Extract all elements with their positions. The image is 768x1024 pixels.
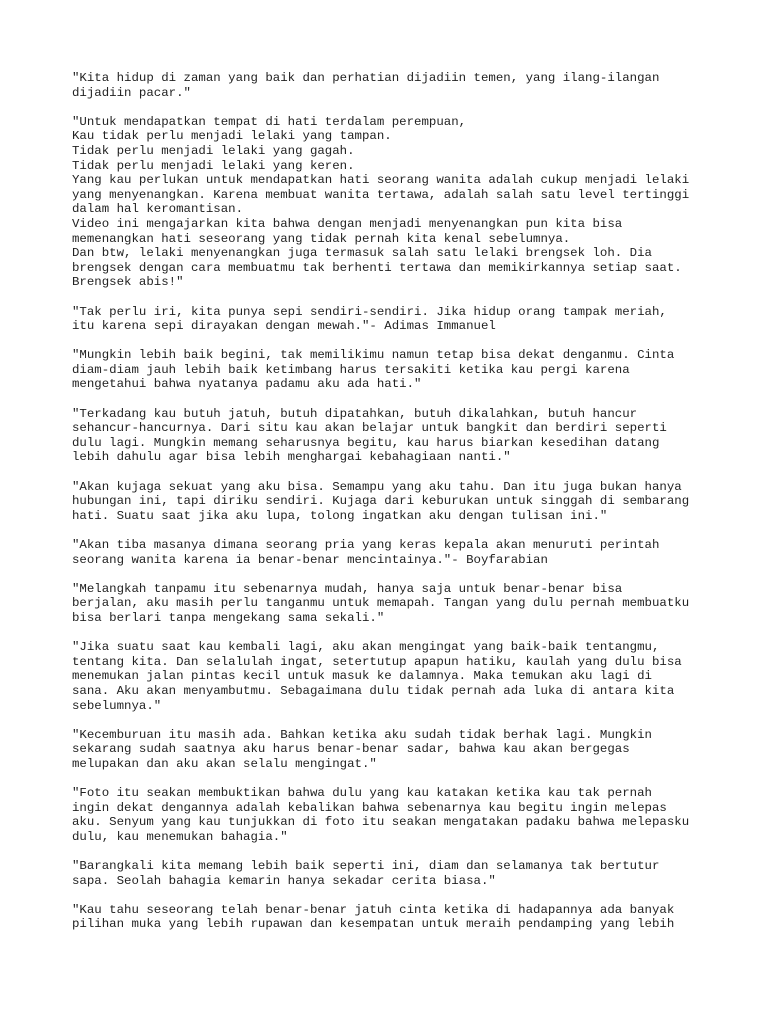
text-line: sehancur-hancurnya. Dari situ kau akan belajar untuk bangkit dan berdiri seperti bbox=[72, 421, 667, 436]
text-line: berjalan, aku masih perlu tanganmu untuk memapah. Tangan yang dulu pernah membuatku bbox=[72, 596, 690, 611]
text-line: dulu lagi. Mungkin memang seharusnya begitu, kau harus biarkan kesedihan datang bbox=[72, 435, 660, 450]
text-line: sekarang sudah saatnya aku harus benar-benar sadar, bahwa kau akan bergegas bbox=[72, 742, 630, 757]
text-line: mengetahui bahwa nyatanya padamu aku ada hati." bbox=[72, 377, 422, 392]
text-line: itu karena sepi dirayakan dengan mewah."- Adimas Immanuel bbox=[72, 319, 496, 334]
text-line: "Tak perlu iri, kita punya sepi sendiri-sendiri. Jika hidup orang tampak meriah, bbox=[72, 304, 667, 319]
text-line: Dan btw, lelaki menyenangkan juga termasuk salah satu lelaki brengsek loh. Dia bbox=[72, 246, 652, 261]
text-line: "Barangkali kita memang lebih baik seperti ini, diam dan selamanya tak bertutur bbox=[72, 859, 660, 874]
text-line: "Terkadang kau butuh jatuh, butuh dipatahkan, butuh dikalahkan, butuh hancur bbox=[72, 406, 638, 421]
text-line: "Melangkah tanpamu itu sebenarnya mudah, hanya saja untuk benar-benar bisa bbox=[72, 581, 623, 596]
text-line: ingin dekat dengannya adalah kebalikan bahwa sebenarnya kau begitu ingin melepas bbox=[72, 800, 667, 815]
text-line: "Akan kujaga sekuat yang aku bisa. Semampu yang aku tahu. Dan itu juga bukan hanya bbox=[72, 479, 682, 494]
text-line: diam-diam jauh lebih baik ketimbang harus tersakiti ketika kau pergi karena bbox=[72, 362, 630, 377]
document-body bbox=[72, 71, 712, 932]
paragraph bbox=[72, 582, 712, 626]
text-line: sana. Aku akan menyambutmu. Sebagaimana dulu tidak pernah ada luka di antara kita bbox=[72, 683, 675, 698]
text-line: "Kita hidup di zaman yang baik dan perhatian dijadiin temen, yang ilang-ilangan bbox=[72, 71, 660, 85]
text-line: melupakan dan aku akan selalu mengingat." bbox=[72, 756, 377, 771]
text-line: lebih dahulu agar bisa lebih menghargai kebahagiaan nanti." bbox=[72, 450, 511, 465]
text-line: seorang wanita karena ia benar-benar mencintainya."- Boyfarabian bbox=[72, 552, 548, 567]
text-line: "Mungkin lebih baik begini, tak memilikimu namun tetap bisa dekat denganmu. Cinta bbox=[72, 348, 675, 363]
text-line: "Akan tiba masanya dimana seorang pria yang keras kepala akan menuruti perintah bbox=[72, 538, 660, 552]
text-line: brengsek dengan cara membuatmu tak berhenti tertawa dan memikirkannya setiap saat. bbox=[72, 260, 682, 275]
text-line: Tidak perlu menjadi lelaki yang gagah. bbox=[72, 143, 355, 158]
paragraph bbox=[72, 115, 712, 290]
paragraph bbox=[72, 786, 712, 844]
text-line: sebelumnya." bbox=[72, 698, 162, 713]
text-line: "Untuk mendapatkan tempat di hati terdalam perempuan, bbox=[72, 114, 467, 129]
text-line: "Jika suatu saat kau kembali lagi, aku akan mengingat yang baik-baik tentangmu, bbox=[72, 640, 660, 655]
text-line: yang menyenangkan. Karena membuat wanita tertawa, adalah salah satu level tertinggi bbox=[72, 187, 690, 202]
text-line: memenangkan hati seseorang yang tidak pernah kita kenal sebelumnya. bbox=[72, 231, 571, 246]
text-line: hubungan ini, tapi diriku sendiri. Kujaga dari keburukan untuk singgah di sembarang bbox=[72, 494, 690, 509]
text-line: dulu, kau menemukan bahagia." bbox=[72, 829, 288, 844]
paragraph bbox=[72, 538, 712, 567]
paragraph bbox=[72, 348, 712, 392]
text-line: Tidak perlu menjadi lelaki yang keren. bbox=[72, 158, 355, 173]
text-line: dijadiin pacar." bbox=[72, 85, 191, 100]
text-line: hati. Suatu saat jika aku lupa, tolong ingatkan aku dengan tulisan ini." bbox=[72, 508, 608, 523]
text-line: "Foto itu seakan membuktikan bahwa dulu yang kau katakan ketika kau tak pernah bbox=[72, 786, 652, 801]
text-line: Yang kau perlukan untuk mendapatkan hati seorang wanita adalah cukup menjadi lelaki bbox=[72, 173, 690, 188]
text-line: "Kecemburuan itu masih ada. Bahkan ketika aku sudah tidak berhak lagi. Mungkin bbox=[72, 727, 652, 742]
paragraph bbox=[72, 859, 712, 888]
paragraph bbox=[72, 728, 712, 772]
text-line: pilihan muka yang lebih rupawan dan kesempatan untuk meraih pendamping yang lebih bbox=[72, 917, 675, 932]
text-line: bisa berlari tanpa mengekang sama sekali." bbox=[72, 610, 385, 625]
paragraph bbox=[72, 71, 712, 100]
paragraph bbox=[72, 407, 712, 465]
paragraph bbox=[72, 305, 712, 334]
paragraph bbox=[72, 480, 712, 524]
document-page bbox=[72, 71, 712, 947]
text-line: Video ini mengajarkan kita bahwa dengan menjadi menyenangkan pun kita bisa bbox=[72, 216, 623, 231]
paragraph bbox=[72, 903, 712, 932]
text-line: "Kau tahu seseorang telah benar-benar jatuh cinta ketika di hadapannya ada banyak bbox=[72, 902, 675, 917]
text-line: menemukan jalan pintas kecil untuk masuk ke dalamnya. Maka temukan aku lagi di bbox=[72, 669, 652, 684]
text-line: tentang kita. Dan selalulah ingat, setertutup apapun hatiku, kaulah yang dulu bisa bbox=[72, 654, 682, 669]
text-line: sapa. Seolah bahagia kemarin hanya sekadar cerita biasa." bbox=[72, 873, 496, 888]
text-line: Brengsek abis!" bbox=[72, 275, 184, 290]
text-line: dalam hal keromantisan. bbox=[72, 202, 244, 217]
text-line: aku. Senyum yang kau tunjukkan di foto itu seakan mengatakan padaku bahwa melepasku bbox=[72, 815, 690, 830]
paragraph bbox=[72, 640, 712, 713]
text-line: Kau tidak perlu menjadi lelaki yang tampan. bbox=[72, 129, 392, 144]
